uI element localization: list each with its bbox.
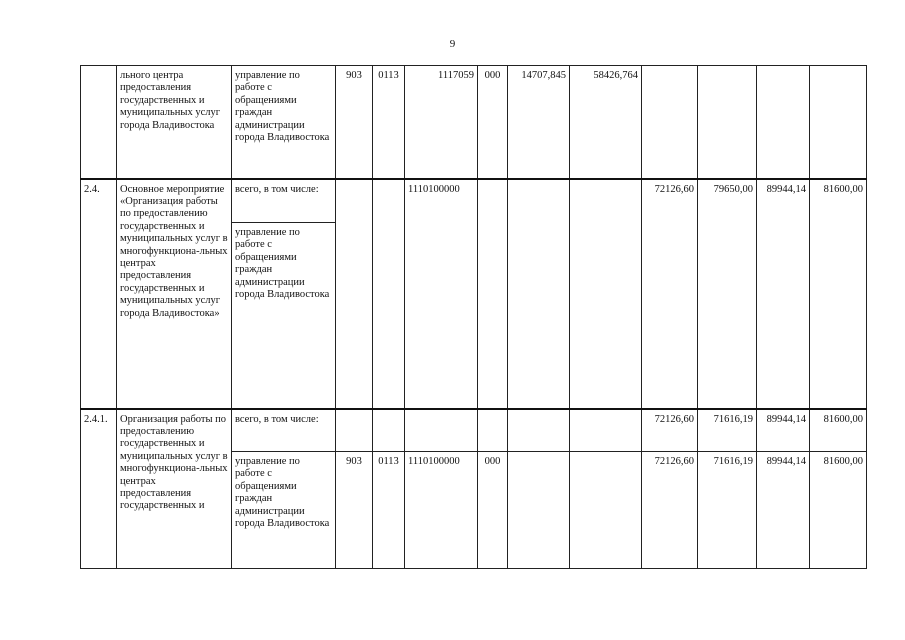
value-cell — [757, 66, 810, 179]
measure-name-cell: Организация работы по предоставлению государственных и муниципальных услуг в многофункциона-льных центрах предоставления государственных и — [117, 409, 232, 569]
value-cell — [570, 179, 642, 409]
grbs-cell: 903 — [336, 66, 373, 179]
csr-cell: 1110100000 — [405, 452, 478, 569]
value-cell — [508, 179, 570, 409]
budget-table — [80, 65, 867, 569]
grbs-cell — [336, 409, 373, 452]
value-cell: 89944,14 — [757, 179, 810, 409]
value-cell: 81600,00 — [810, 179, 867, 409]
value-cell: 71616,19 — [698, 452, 757, 569]
vr-cell: 000 — [478, 452, 508, 569]
table-row — [81, 179, 867, 223]
value-cell: 72126,60 — [642, 409, 698, 452]
grbs-cell — [336, 179, 373, 409]
value-cell: 81600,00 — [810, 409, 867, 452]
value-cell — [698, 66, 757, 179]
value-cell — [570, 452, 642, 569]
value-cell — [508, 409, 570, 452]
executor-cell: всего, в том числе: — [232, 179, 336, 223]
value-cell: 72126,60 — [642, 179, 698, 409]
csr-cell — [405, 409, 478, 452]
value-cell — [810, 66, 867, 179]
value-cell: 79650,00 — [698, 179, 757, 409]
measure-name-cell: Основное мероприятие «Организация работы по предоставлению государственных и муниципальных услуг в многофункциона-льных центрах предоставления государственных и муниципальных услуг города Владивостока» — [117, 179, 232, 409]
value-cell: 72126,60 — [642, 452, 698, 569]
rzpr-cell — [373, 179, 405, 409]
executor-cell: всего, в том числе: — [232, 409, 336, 452]
rzpr-cell — [373, 409, 405, 452]
vr-cell: 000 — [478, 66, 508, 179]
value-cell: 89944,14 — [757, 409, 810, 452]
value-cell — [642, 66, 698, 179]
page-number: 9 — [449, 38, 456, 50]
value-cell: 71616,19 — [698, 409, 757, 452]
csr-cell: 1117059 — [405, 66, 478, 179]
value-cell: 14707,845 — [508, 66, 570, 179]
table-row — [81, 409, 867, 452]
row-number-cell: 2.4. — [81, 179, 117, 409]
value-cell: 89944,14 — [757, 452, 810, 569]
rzpr-cell: 0113 — [373, 452, 405, 569]
executor-cell: управление по работе с обращениями граждан администрации города Владивостока — [232, 223, 336, 409]
csr-cell: 1110100000 — [405, 179, 478, 409]
vr-cell — [478, 179, 508, 409]
table-row — [81, 66, 867, 179]
row-number-cell — [81, 66, 117, 179]
executor-cell: управление по работе с обращениями граждан администрации города Владивостока — [232, 452, 336, 569]
row-number-cell: 2.4.1. — [81, 409, 117, 569]
vr-cell — [478, 409, 508, 452]
value-cell — [508, 452, 570, 569]
grbs-cell: 903 — [336, 452, 373, 569]
value-cell: 58426,764 — [570, 66, 642, 179]
value-cell: 81600,00 — [810, 452, 867, 569]
rzpr-cell: 0113 — [373, 66, 405, 179]
value-cell — [570, 409, 642, 452]
measure-name-cell: льного центра предоставления государственных и муниципальных услуг города Владивостока — [117, 66, 232, 179]
executor-cell: управление по работе с обращениями граждан администрации города Владивостока — [232, 66, 336, 179]
